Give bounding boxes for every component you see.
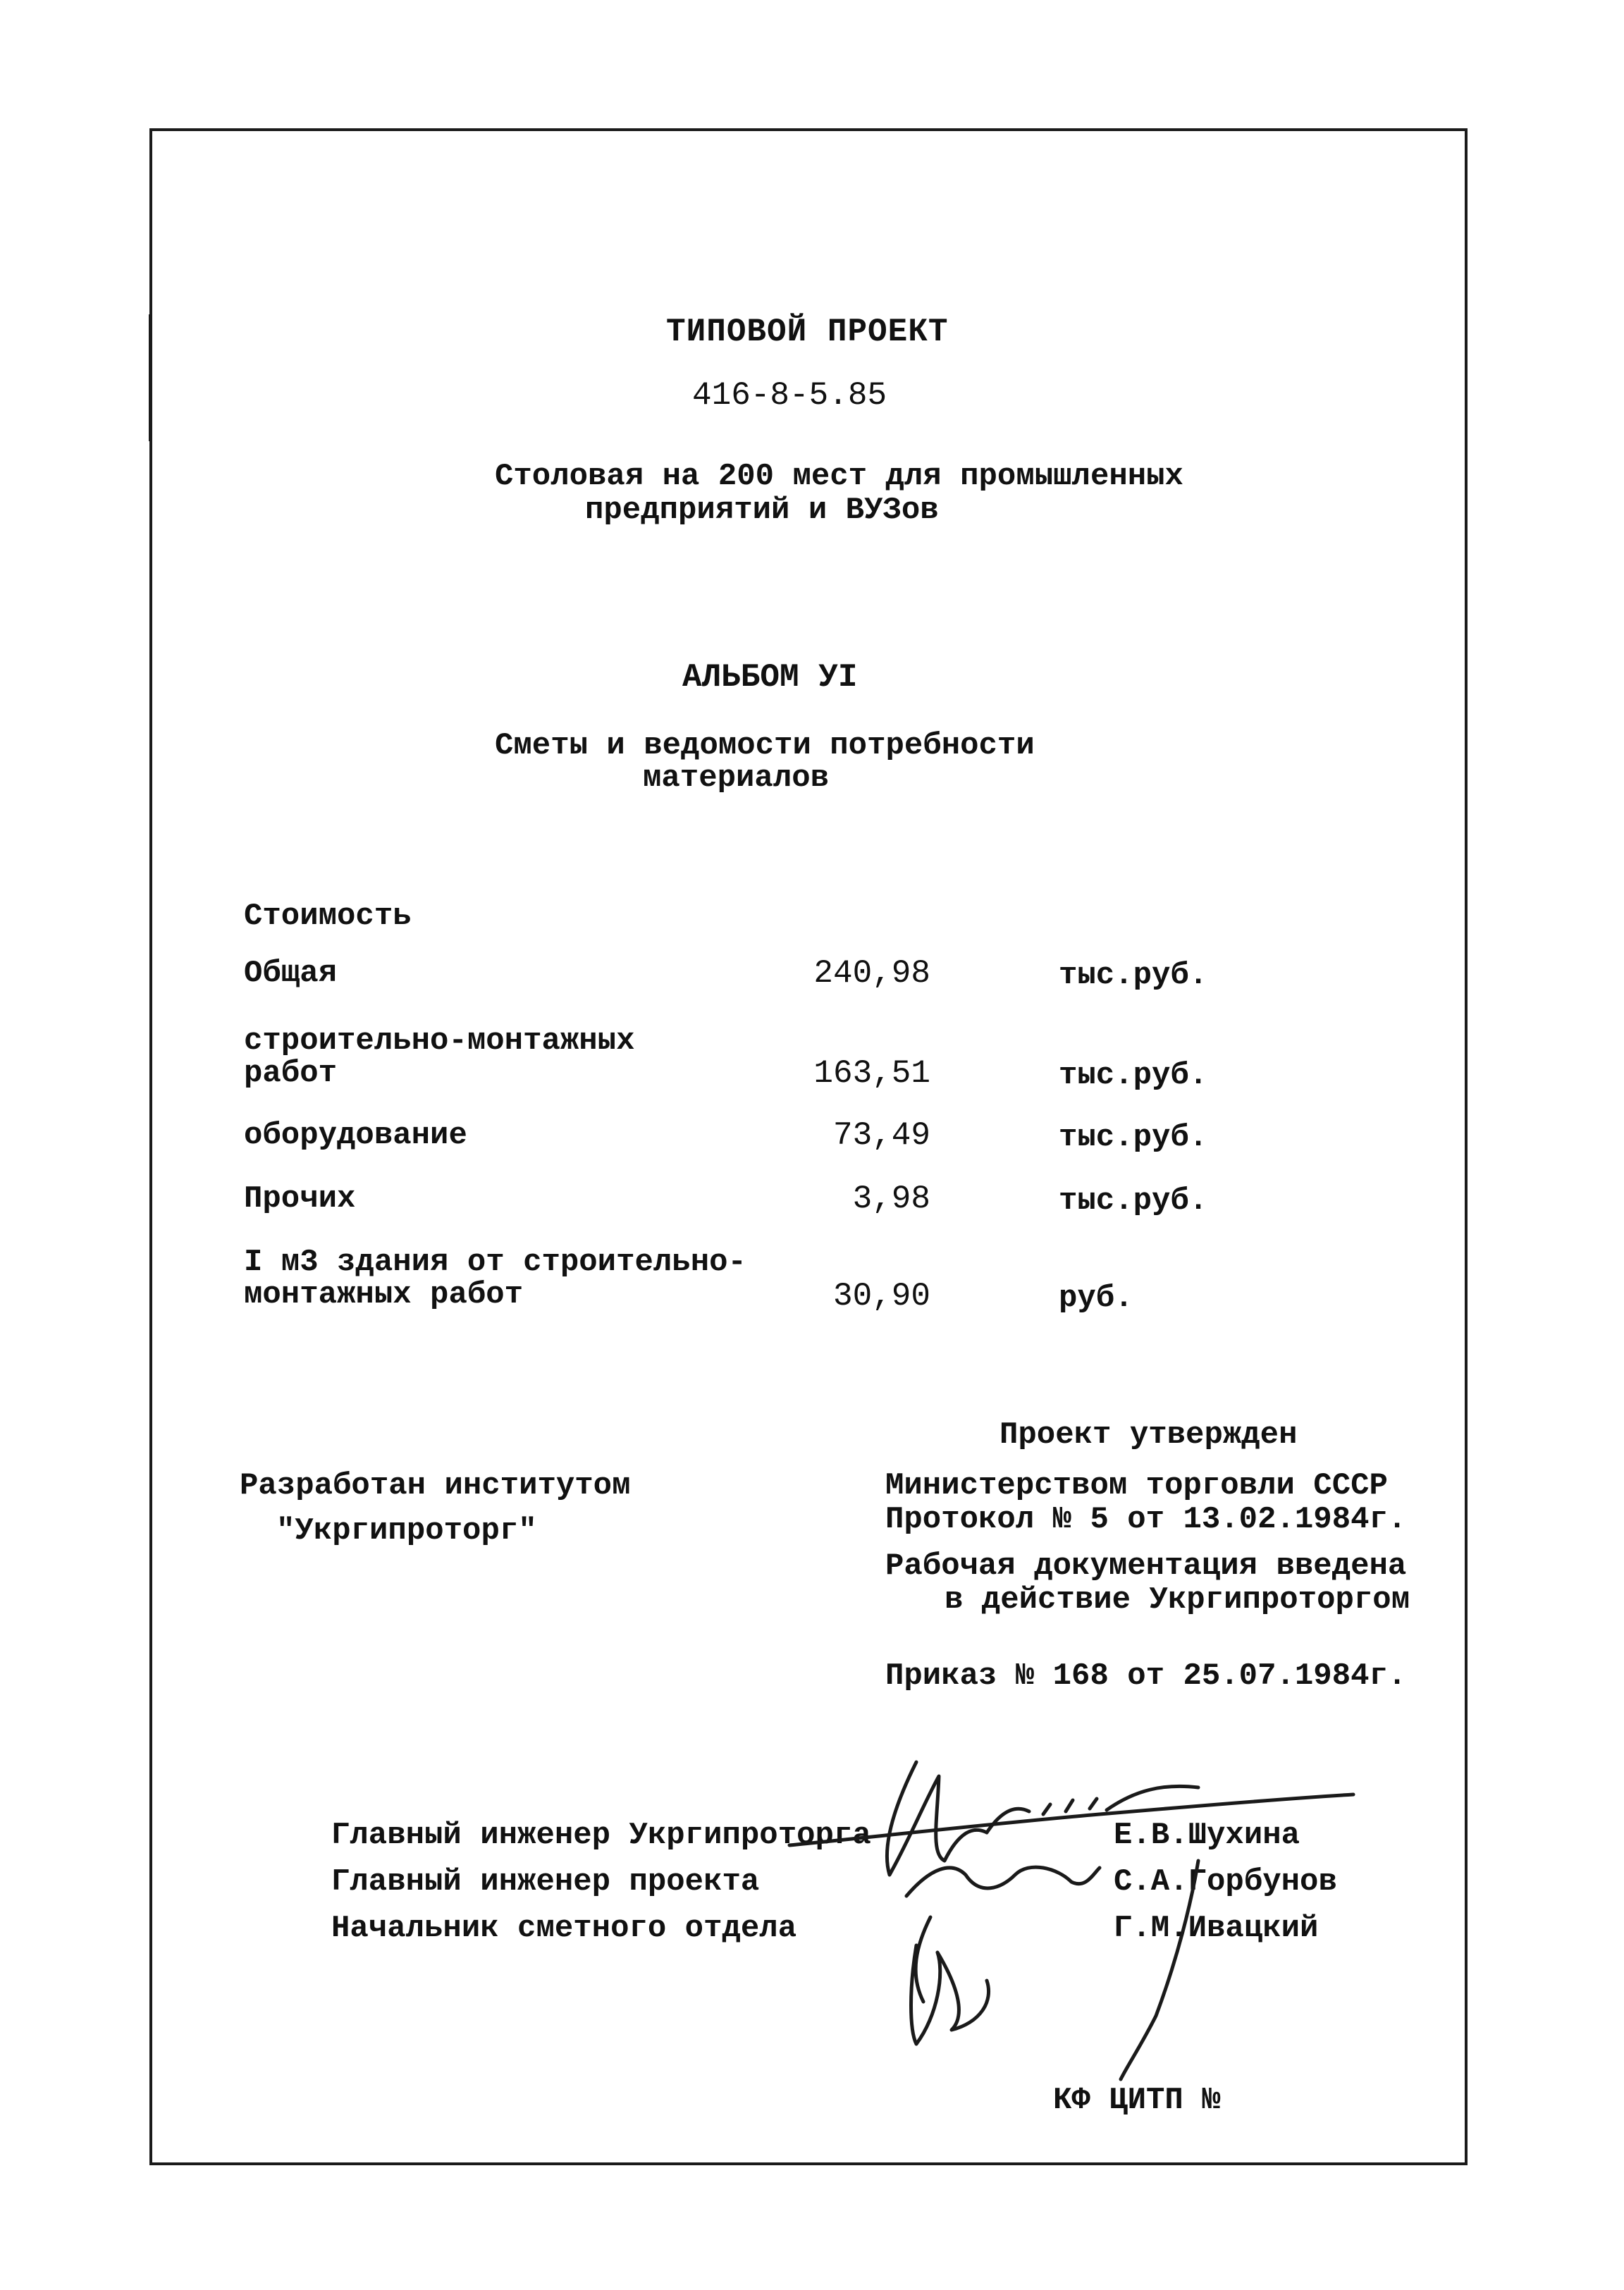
project-description-line2: предприятий и ВУЗов xyxy=(585,493,939,528)
cost-unit: тыс.руб. xyxy=(1059,1120,1208,1155)
project-number: 416-8-5.85 xyxy=(692,377,887,414)
album-title-line2: материалов xyxy=(643,761,830,796)
developer-line: Разработан институтом xyxy=(240,1468,631,1503)
signatory-role: Начальник сметного отдела xyxy=(331,1911,797,1946)
cost-unit: тыс.руб. xyxy=(1059,1058,1208,1093)
cost-unit: тыс.руб. xyxy=(1059,1183,1208,1219)
approval-line: Протокол № 5 от 13.02.1984г. xyxy=(885,1502,1407,1537)
signatory-role: Главный инженер проекта xyxy=(331,1864,760,1900)
cost-label: Прочих xyxy=(244,1181,356,1217)
developer-name: "Укргипроторг" xyxy=(276,1513,537,1549)
cost-label: I м3 здания от строительно- монтажных работ xyxy=(244,1245,746,1312)
approval-line: Рабочая документация введена xyxy=(885,1549,1407,1584)
signatory-name: Е.В.Шухина xyxy=(1114,1818,1300,1853)
cost-value: 3,98 xyxy=(852,1181,930,1217)
footer-stamp: КФ ЦИТП № xyxy=(1053,2083,1221,2118)
document-title: ТИПОВОЙ ПРОЕКТ xyxy=(666,314,949,350)
cost-value: 240,98 xyxy=(813,955,930,992)
cost-label: строительно-монтажных работ xyxy=(244,1023,635,1091)
cost-value: 30,90 xyxy=(832,1278,930,1315)
approval-heading: Проект утвержден xyxy=(999,1417,1298,1453)
project-description-line1: Столовая на 200 мест для промышленных xyxy=(495,459,1183,494)
signatory-role: Главный инженер Укргипроторга xyxy=(331,1818,871,1853)
cost-label: Общая xyxy=(244,956,338,991)
signatory-name: С.А.Горбунов xyxy=(1114,1864,1337,1900)
signatory-name: Г.М.Ивацкий xyxy=(1114,1911,1319,1946)
approval-line: Министерством торговли СССР xyxy=(885,1468,1388,1503)
cost-label: оборудование xyxy=(244,1118,467,1153)
cost-heading: Стоимость xyxy=(244,899,412,934)
approval-line: в действие Укргипроторгом xyxy=(945,1582,1410,1618)
album-number: АЛЬБОМ УI xyxy=(682,659,858,696)
cost-value: 163,51 xyxy=(813,1055,930,1092)
album-title-line1: Сметы и ведомости потребности xyxy=(495,728,1035,763)
approval-order: Приказ № 168 от 25.07.1984г. xyxy=(885,1658,1407,1694)
cost-unit: руб. xyxy=(1059,1281,1133,1316)
cost-value: 73,49 xyxy=(832,1117,930,1154)
cost-unit: тыс.руб. xyxy=(1059,958,1208,993)
